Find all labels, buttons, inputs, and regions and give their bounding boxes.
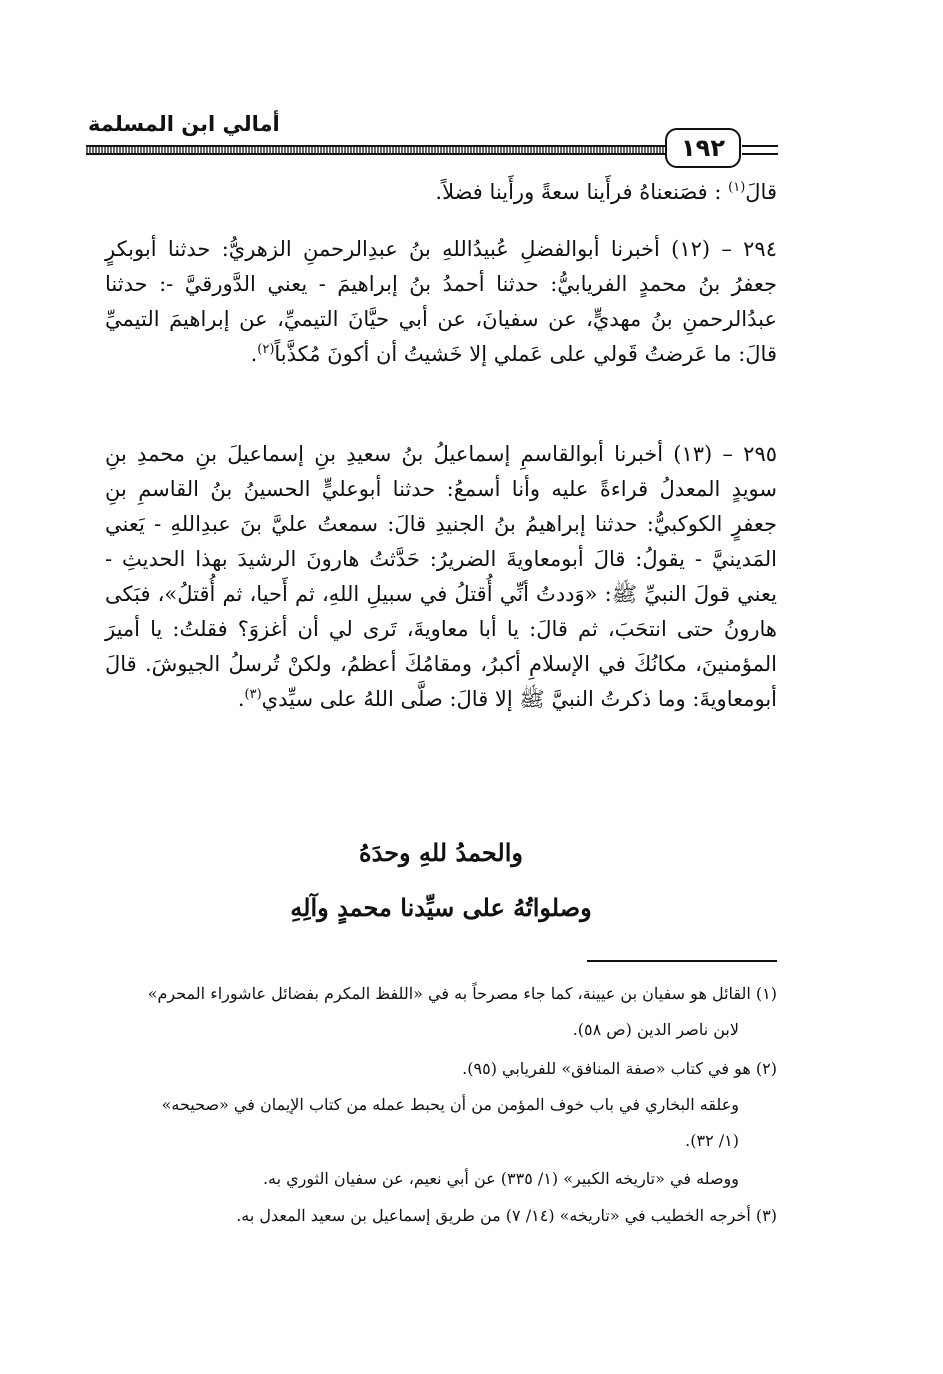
running-header-title: أمالي ابن المسلمة [88, 112, 280, 136]
footnote-ref-3: (٣) [244, 687, 262, 702]
header-rule [86, 145, 666, 155]
paragraph-intro: قالَ$^{(١)}$ : فصَنعناهُ فرأَينا سعةً ورأَينا فضلاً. [435, 180, 777, 204]
footnote-2-line-2: وعلقه البخاري في باب خوف المؤمن من أن يحبط عمله من كتاب الإيمان في «صحيحه» [161, 1095, 739, 1114]
footnote-2-line-3: (١/ ٣٢). [685, 1131, 739, 1150]
closing-line-1: والحمدُ للهِ وحدَهُ [359, 838, 523, 867]
closing-line-2: وصلواتُهُ على سيِّدنا محمدٍ وآلِهِ [290, 893, 592, 922]
footnote-separator [587, 960, 777, 962]
footnote-3-line-1: (٣) أخرجه الخطيب في «تاريخه» (١٤/ ٧) من طريق إسماعيل بن سعيد المعدل به. [236, 1206, 777, 1225]
header-rule-right [742, 145, 778, 155]
footnote-1-line-2: لابن ناصر الدين (ص ٥٨). [572, 1020, 739, 1039]
footnote-1-line-1: (١) القائل هو سفيان بن عيينة، كما جاء مصرحاً به في «اللفظ المكرم بفضائل عاشوراء المحرم» [147, 984, 777, 1003]
page-number: ١٩٢ [665, 128, 741, 168]
footnote-ref-2: (٢) [257, 342, 275, 357]
footnote-ref-1: (١) [728, 180, 746, 195]
paragraph-295: ٢٩٥ – (١٣) أخبرنا أبوالقاسمِ إسماعيلُ بنُ سعيدِ بنِ إسماعيلَ بنِ محمدِ بنِ سويدٍ المعدلُ قراءةً عليه وأنا أسمعُ: حدثنا أبوعليٍّ الحسينُ بنُ القاسمِ بنِ جعفرٍ الكوكبيُّ: حدثنا إبراهيمُ بنُ الجنيدِ قالَ: سمعتُ عليَّ بنَ عبدِاللهِ - يَعني المَدينيَّ - يقولُ: قالَ أبومعاويةَ الضريرُ: حَدَّثتُ هارونَ الرشيدَ بهذا الحديثِ - يعني قولَ النبيِّ ﷺ: «وَددتُ أنِّي أُقتلُ في سبيلِ اللهِ، ثم أَحيا، ثم أُقتلُ»، فبَكى هارونُ حتى انتحَبَ، ثم قالَ: يا أبا معاويةَ، تَرى لي أن أغزوَ؟ فقلتُ: يا أميرَ المؤمنينَ، مكانُكَ في الإسلامِ أكبرُ، ومقامُكَ أعظمُ، ولكنْ تُرسلُ الجيوشَ. قالَ أبومعاويةَ: وما ذكرتُ النبيَّ ﷺ إلا قالَ: صلَّى اللهُ على سيِّدي$^{(٣)}$. [105, 442, 778, 711]
footnote-2-line-4: ووصله في «تاريخه الكبير» (١/ ٣٣٥) عن أبي نعيم، عن سفيان الثوري به. [262, 1169, 739, 1188]
footnote-2-line-1: (٢) هو في كتاب «صفة المنافق» للفريابي (٩٥). [462, 1059, 777, 1078]
paragraph-294: ٢٩٤ – (١٢) أخبرنا أبوالفضلِ عُبيدُاللهِ بنُ عبدِالرحمنِ الزهريُّ: حدثنا أبوبكرٍ جعفرُ بنُ محمدٍ الفريابيُّ: حدثنا أحمدُ بنُ إبراهيمَ - يعني الدَّورقيَّ -: حدثنا عبدُالرحمنِ بنُ مهديٍّ، عن سفيانَ، عن أبي حيَّانَ التيميِّ، عن إبراهيمَ التيميِّ قالَ: ما عَرضتُ قَولي على عَملي إلا خَشيتُ أن أكونَ مُكذَّباً$^{(٢)}$. [105, 237, 777, 366]
